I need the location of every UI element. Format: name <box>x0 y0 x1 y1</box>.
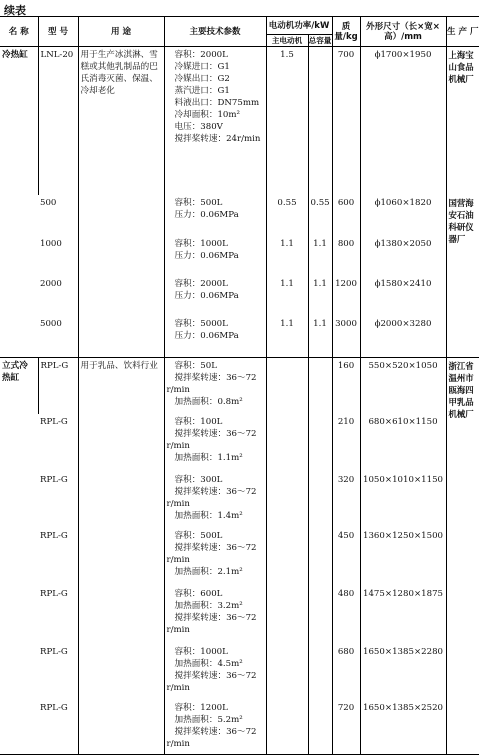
cell-specs <box>164 700 266 755</box>
cell-specs <box>164 47 266 195</box>
spec-line: 加热面积：1.4m² <box>174 510 243 521</box>
spec-line: r/min <box>166 440 190 451</box>
spec-line: 搅拌桨转速：36～72 <box>174 373 257 383</box>
spec-line: r/min <box>166 498 190 509</box>
table-row <box>0 700 479 755</box>
cell-maker <box>446 47 479 195</box>
spec-line: 容积：500L <box>174 197 223 208</box>
spec-line: 冷却面积：10m² <box>174 110 240 120</box>
cell-model: RPL-G <box>38 358 78 414</box>
spec-line: 容积：300L <box>174 474 223 485</box>
spec-line: r/min <box>166 738 190 749</box>
cell-power-total <box>308 47 332 195</box>
cell-power-total: 0.55 <box>308 195 332 236</box>
cell-model: 2000 <box>40 278 62 289</box>
cell-mass: 160 <box>332 358 360 414</box>
cell-mass: 700 <box>332 47 360 195</box>
spec-line: 加热面积：3.2m² <box>174 600 243 611</box>
cell-power-main <box>266 700 308 755</box>
spec-line: 蒸汽进口：G1 <box>174 86 230 96</box>
spec-line: 加热面积：5.2m² <box>174 714 243 725</box>
cell-specs <box>164 472 266 528</box>
cell-power-total <box>308 358 332 414</box>
cell-maker-text: 国营海安石油科研仪器厂 <box>448 197 474 244</box>
spec-line: 压力：0.06MPa <box>174 209 239 220</box>
header-power-total: 总容量 <box>308 35 332 45</box>
cell-power-total <box>308 414 332 472</box>
cell-maker <box>446 195 479 358</box>
cell-mass: 720 <box>332 700 360 755</box>
cell-mass: 480 <box>332 586 360 644</box>
spec-line: 压力：0.06MPa <box>174 250 239 261</box>
spec-line: 搅拌桨转速：36～72 <box>174 670 257 681</box>
cell-mass: 450 <box>332 528 360 586</box>
cell-specs <box>164 276 266 316</box>
cell-maker <box>446 358 479 755</box>
cell-model: 500 <box>40 197 57 208</box>
cell-name-text: 立式冷热缸 <box>2 361 28 383</box>
cell-power-main <box>266 586 308 644</box>
header-power: 电动机功率/kW <box>266 17 332 35</box>
header-specs: 主要技术参数 <box>164 17 266 47</box>
cell-dims: 680×610×1150 <box>360 414 446 472</box>
cell-mass: 320 <box>332 472 360 528</box>
table-row <box>0 195 479 236</box>
cell-power-total: 1.1 <box>308 276 332 316</box>
cell-model: RPL-G <box>40 588 68 599</box>
spec-line: 容积：1200L <box>174 702 228 713</box>
cell-power-main: 0.55 <box>266 195 308 236</box>
spec-line: 冷媒出口：G2 <box>174 74 230 84</box>
cell-power-total: 1.1 <box>308 316 332 358</box>
cell-use-text: 用于生产冰淇淋、雪糕或其他乳制品的巴氏消毒灭菌、保温、冷却老化 <box>80 50 158 96</box>
spec-line: 搅拌桨转速：36～72 <box>174 612 257 623</box>
spec-line: 压力：0.06MPa <box>174 290 239 301</box>
table-row <box>0 528 479 586</box>
spec-line: 搅拌桨转速：24r/min <box>174 134 261 144</box>
cell-name-text: 冷热缸 <box>2 50 28 60</box>
cell-dims: 1475×1280×1875 <box>360 586 446 644</box>
header-mass: 质量/kg <box>332 17 360 47</box>
cell-power-main <box>266 358 308 414</box>
cell-specs <box>164 644 266 700</box>
spec-line: r/min <box>166 624 190 635</box>
cell-model: RPL-G <box>40 416 68 427</box>
header-use: 用 途 <box>78 17 164 47</box>
cell-model: 5000 <box>38 316 78 358</box>
cell-maker-text: 浙江省温州市瓯海四甲乳品机械厂 <box>448 361 474 419</box>
spec-line: 搅拌桨转速：36～72 <box>174 726 257 737</box>
spec-line: 搅拌桨转速：36～72 <box>174 542 257 553</box>
spec-line: 容积：100L <box>174 416 223 427</box>
spec-line: 加热面积：4.5m² <box>174 658 243 669</box>
table-row <box>0 358 479 414</box>
table-row <box>0 644 479 700</box>
spec-line: 容积：5000L <box>174 318 228 329</box>
cell-use <box>78 195 164 358</box>
table-body <box>0 47 479 755</box>
cell-dims: 1650×1385×2520 <box>360 700 446 755</box>
spec-line: 容积：2000L <box>174 278 228 289</box>
cell-dims: 550×520×1050 <box>360 358 446 414</box>
cell-power-main <box>266 644 308 700</box>
cell-mass: 600 <box>332 195 360 236</box>
cell-specs <box>164 414 266 472</box>
header-name: 名 称 <box>8 26 29 37</box>
cell-mass: 210 <box>332 414 360 472</box>
table-row <box>0 316 479 358</box>
cell-use-text: 用于乳品、饮料行业 <box>80 361 158 371</box>
cell-power-main: 1.1 <box>266 276 308 316</box>
header-maker: 生 产 厂 <box>446 17 479 47</box>
continued-caption: 续表 <box>4 4 26 17</box>
spec-line: 容积：600L <box>174 588 223 599</box>
cell-specs <box>164 586 266 644</box>
equipment-table <box>0 16 479 755</box>
cell-power-main <box>266 472 308 528</box>
header-model: 型 号 <box>38 17 78 47</box>
spec-line: 容积：1000L <box>174 238 228 249</box>
spec-line: 电压：380V <box>174 122 223 132</box>
table-row <box>0 236 479 276</box>
spec-line: r/min <box>166 554 190 565</box>
cell-power-total: 1.1 <box>308 236 332 276</box>
cell-specs <box>164 195 266 236</box>
cell-model: LNL-20 <box>38 47 78 195</box>
cell-power-main: 1.1 <box>266 236 308 276</box>
spec-line: 容积：500L <box>174 530 223 541</box>
cell-maker-text: 上海宝山食品机械厂 <box>448 50 474 84</box>
spec-line: 加热面积：1.1m² <box>174 452 243 463</box>
spec-line: 加热面积：0.8m² <box>174 397 243 407</box>
cell-name <box>0 47 38 358</box>
cell-power-total <box>308 472 332 528</box>
cell-dims: ϕ1700×1950 <box>360 47 446 195</box>
cell-name <box>0 358 38 755</box>
cell-power-main <box>266 414 308 472</box>
table-header <box>0 17 479 47</box>
cell-dims: ϕ2000×3280 <box>360 316 446 358</box>
spec-line: r/min <box>166 682 190 693</box>
table-row <box>0 586 479 644</box>
cell-power-total <box>308 528 332 586</box>
cell-power-main: 1.1 <box>266 316 308 358</box>
spec-line: 容积：2000L <box>174 50 228 60</box>
cell-dims: ϕ1380×2050 <box>360 236 446 276</box>
cell-use <box>78 358 164 755</box>
spec-line: r/min <box>166 385 190 395</box>
spec-line: 压力：0.06MPa <box>174 330 239 341</box>
cell-dims: 1650×1385×2280 <box>360 644 446 700</box>
table-row <box>0 414 479 472</box>
cell-dims: ϕ1580×2410 <box>360 276 446 316</box>
cell-power-main: 1.5 <box>266 47 308 195</box>
cell-dims: 1360×1250×1500 <box>360 528 446 586</box>
cell-power-total <box>308 586 332 644</box>
table-row <box>0 472 479 528</box>
cell-mass: 800 <box>332 236 360 276</box>
cell-model: RPL-G <box>40 646 68 657</box>
spec-line: 加热面积：2.1m² <box>174 566 243 577</box>
cell-model: RPL-G <box>40 474 68 485</box>
spec-line: 冷媒进口：G1 <box>174 62 230 72</box>
cell-specs <box>164 316 266 358</box>
spec-line: 料液出口：DN75mm <box>174 98 260 108</box>
cell-dims: ϕ1060×1820 <box>360 195 446 236</box>
cell-dims: 1050×1010×1150 <box>360 472 446 528</box>
cell-model: RPL-G <box>38 700 78 755</box>
cell-power-total <box>308 700 332 755</box>
spec-line: 搅拌桨转速：36～72 <box>174 486 257 497</box>
cell-specs <box>164 528 266 586</box>
table-row <box>0 276 479 316</box>
spec-line: 容积：50L <box>174 361 217 371</box>
header-dims: 外形尺寸（长×宽×高）/mm <box>360 17 446 47</box>
cell-power-total <box>308 644 332 700</box>
cell-use <box>78 47 164 195</box>
header-power-main: 主电动机 <box>266 35 308 47</box>
cell-power-main <box>266 528 308 586</box>
spec-line: 容积：1000L <box>174 646 228 657</box>
cell-mass: 1200 <box>332 276 360 316</box>
spec-line: 搅拌桨转速：36～72 <box>174 428 257 439</box>
cell-model: 1000 <box>40 238 62 249</box>
cell-specs <box>164 358 266 414</box>
cell-model: RPL-G <box>40 530 68 541</box>
cell-mass: 680 <box>332 644 360 700</box>
cell-specs <box>164 236 266 276</box>
cell-mass: 3000 <box>332 316 360 358</box>
table-row <box>0 47 479 195</box>
